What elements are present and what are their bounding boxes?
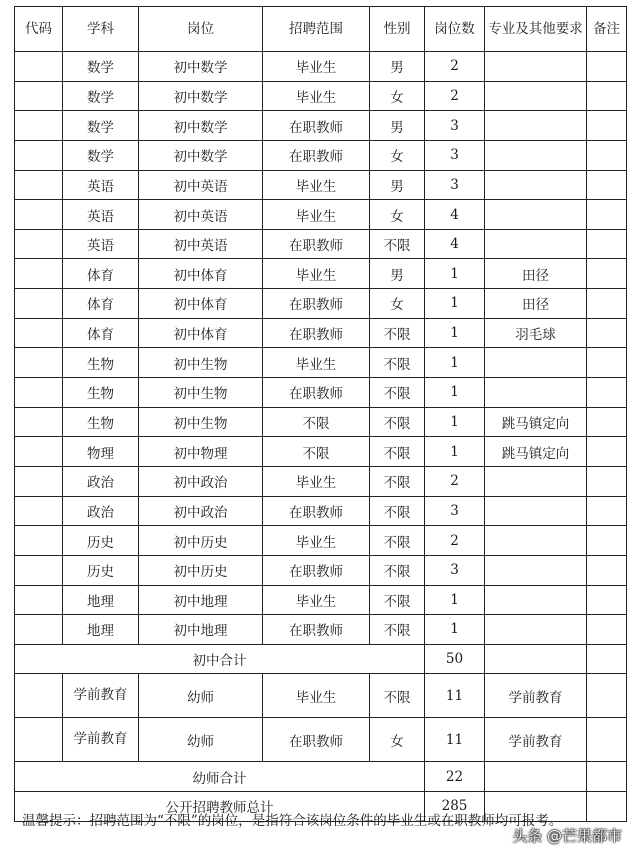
remarks-cell <box>587 289 627 319</box>
requirements-cell <box>485 52 587 82</box>
gender-cell: 不限 <box>370 585 425 615</box>
position-cell: 初中生物 <box>139 378 263 408</box>
scope-cell: 不限 <box>263 437 370 467</box>
requirements-cell <box>485 111 587 141</box>
scope-cell: 毕业生 <box>263 348 370 378</box>
header-remarks: 备注 <box>587 7 627 52</box>
remarks-cell <box>587 585 627 615</box>
requirements-cell: 田径 <box>485 259 587 289</box>
gender-cell: 不限 <box>370 407 425 437</box>
table-row <box>15 111 627 141</box>
subject-cell: 生物 <box>63 348 139 378</box>
code-cell <box>15 81 63 111</box>
count-cell: 1 <box>425 615 485 645</box>
scope-cell: 毕业生 <box>263 52 370 82</box>
scope-cell: 毕业生 <box>263 200 370 230</box>
remarks-cell <box>587 348 627 378</box>
kindergarten-total-count: 22 <box>425 762 485 792</box>
kindergarten-total-label: 幼师合计 <box>15 762 425 792</box>
remarks-cell <box>587 52 627 82</box>
table-row <box>15 170 627 200</box>
remarks-cell <box>587 526 627 556</box>
header-row <box>15 7 627 52</box>
position-cell: 初中英语 <box>139 229 263 259</box>
table-body <box>15 52 627 822</box>
count-cell: 3 <box>425 140 485 170</box>
requirements-cell: 跳马镇定向 <box>485 407 587 437</box>
subject-cell: 数学 <box>63 111 139 141</box>
remarks-cell <box>587 229 627 259</box>
code-cell <box>15 140 63 170</box>
code-cell <box>15 170 63 200</box>
position-cell: 初中政治 <box>139 466 263 496</box>
scope-cell: 毕业生 <box>263 81 370 111</box>
position-cell: 初中体育 <box>139 259 263 289</box>
requirements-cell: 跳马镇定向 <box>485 437 587 467</box>
count-cell: 3 <box>425 170 485 200</box>
gender-cell: 不限 <box>370 437 425 467</box>
count-cell: 3 <box>425 555 485 585</box>
gender-cell: 女 <box>370 289 425 319</box>
table-row <box>15 259 627 289</box>
count-cell: 1 <box>425 318 485 348</box>
scope-cell: 在职教师 <box>263 496 370 526</box>
header-position: 岗位 <box>139 7 263 52</box>
remarks-cell <box>587 407 627 437</box>
scope-cell: 毕业生 <box>263 674 370 718</box>
position-cell: 初中物理 <box>139 437 263 467</box>
remarks-cell <box>587 718 627 762</box>
gender-cell: 不限 <box>370 318 425 348</box>
table-row <box>15 555 627 585</box>
header-gender: 性别 <box>370 7 425 52</box>
code-cell <box>15 348 63 378</box>
count-cell: 1 <box>425 289 485 319</box>
code-cell <box>15 466 63 496</box>
count-cell: 2 <box>425 526 485 556</box>
requirements-cell <box>485 762 587 792</box>
requirements-cell <box>485 496 587 526</box>
scope-cell: 毕业生 <box>263 526 370 556</box>
scope-cell: 毕业生 <box>263 170 370 200</box>
table-row <box>15 348 627 378</box>
scope-cell: 在职教师 <box>263 229 370 259</box>
code-cell <box>15 378 63 408</box>
remarks-cell <box>587 111 627 141</box>
requirements-cell <box>485 466 587 496</box>
subject-cell: 学前教育 <box>63 674 139 718</box>
code-cell <box>15 615 63 645</box>
recruitment-table <box>14 6 627 822</box>
table-row <box>15 407 627 437</box>
count-cell: 1 <box>425 348 485 378</box>
scope-cell: 不限 <box>263 407 370 437</box>
gender-cell: 男 <box>370 52 425 82</box>
scope-cell: 在职教师 <box>263 555 370 585</box>
subject-cell: 政治 <box>63 466 139 496</box>
code-cell <box>15 318 63 348</box>
requirements-cell <box>485 378 587 408</box>
table-row <box>15 585 627 615</box>
remarks-cell <box>587 170 627 200</box>
count-cell: 3 <box>425 111 485 141</box>
subject-cell: 英语 <box>63 200 139 230</box>
header-requirements: 专业及其他要求 <box>485 7 587 52</box>
gender-cell: 男 <box>370 259 425 289</box>
position-cell: 初中英语 <box>139 200 263 230</box>
gender-cell: 不限 <box>370 348 425 378</box>
count-cell: 1 <box>425 437 485 467</box>
count-cell: 4 <box>425 229 485 259</box>
position-cell: 初中历史 <box>139 526 263 556</box>
scope-cell: 在职教师 <box>263 718 370 762</box>
remarks-cell <box>587 200 627 230</box>
table-row <box>15 140 627 170</box>
subject-cell: 地理 <box>63 585 139 615</box>
scope-cell: 在职教师 <box>263 378 370 408</box>
scope-cell: 毕业生 <box>263 585 370 615</box>
subject-cell: 地理 <box>63 615 139 645</box>
gender-cell: 不限 <box>370 615 425 645</box>
count-cell: 4 <box>425 200 485 230</box>
position-cell: 初中生物 <box>139 407 263 437</box>
requirements-cell <box>485 615 587 645</box>
table-row <box>15 615 627 645</box>
code-cell <box>15 229 63 259</box>
middle-total-count: 50 <box>425 644 485 674</box>
table-row <box>15 81 627 111</box>
subject-cell: 历史 <box>63 526 139 556</box>
table-row <box>15 52 627 82</box>
subject-cell: 学前教育 <box>63 718 139 762</box>
count-cell: 11 <box>425 674 485 718</box>
remarks-cell <box>587 466 627 496</box>
position-cell: 幼师 <box>139 718 263 762</box>
subject-cell: 物理 <box>63 437 139 467</box>
requirements-cell <box>485 200 587 230</box>
scope-cell: 在职教师 <box>263 615 370 645</box>
position-cell: 初中英语 <box>139 170 263 200</box>
position-cell: 初中体育 <box>139 318 263 348</box>
kindergarten-row <box>15 718 627 762</box>
remarks-cell <box>587 496 627 526</box>
position-cell: 初中地理 <box>139 585 263 615</box>
requirements-cell <box>485 81 587 111</box>
subject-cell: 英语 <box>63 170 139 200</box>
gender-cell: 不限 <box>370 466 425 496</box>
count-cell: 3 <box>425 496 485 526</box>
requirements-cell <box>485 348 587 378</box>
code-cell <box>15 200 63 230</box>
count-cell: 1 <box>425 585 485 615</box>
table-row <box>15 318 627 348</box>
position-cell: 初中历史 <box>139 555 263 585</box>
code-cell <box>15 407 63 437</box>
remarks-cell <box>587 259 627 289</box>
count-cell: 2 <box>425 52 485 82</box>
kindergarten-total-row <box>15 762 627 792</box>
position-cell: 幼师 <box>139 674 263 718</box>
header-code: 代码 <box>15 7 63 52</box>
gender-cell: 女 <box>370 140 425 170</box>
requirements-cell <box>485 140 587 170</box>
gender-cell: 不限 <box>370 555 425 585</box>
requirements-cell <box>485 585 587 615</box>
header-count: 岗位数 <box>425 7 485 52</box>
code-cell <box>15 526 63 556</box>
source-watermark: 头条 @芒果都市 <box>512 827 622 845</box>
count-cell: 1 <box>425 259 485 289</box>
requirements-cell: 学前教育 <box>485 674 587 718</box>
requirements-cell <box>485 555 587 585</box>
position-cell: 初中数学 <box>139 81 263 111</box>
gender-cell: 男 <box>370 111 425 141</box>
subject-cell: 体育 <box>63 259 139 289</box>
scope-cell: 毕业生 <box>263 466 370 496</box>
subject-cell: 体育 <box>63 318 139 348</box>
code-cell <box>15 585 63 615</box>
subject-cell: 历史 <box>63 555 139 585</box>
remarks-cell <box>587 378 627 408</box>
position-cell: 初中数学 <box>139 52 263 82</box>
subject-cell: 数学 <box>63 140 139 170</box>
position-cell: 初中数学 <box>139 140 263 170</box>
remarks-cell <box>587 140 627 170</box>
table-row <box>15 289 627 319</box>
subject-cell: 生物 <box>63 407 139 437</box>
gender-cell: 女 <box>370 200 425 230</box>
gender-cell: 不限 <box>370 496 425 526</box>
grand-total-label: 公开招聘教师总计 <box>15 792 425 822</box>
gender-cell: 不限 <box>370 378 425 408</box>
table-row <box>15 378 627 408</box>
code-cell <box>15 437 63 467</box>
count-cell: 1 <box>425 407 485 437</box>
code-cell <box>15 718 63 762</box>
subject-cell: 数学 <box>63 81 139 111</box>
code-cell <box>15 111 63 141</box>
position-cell: 初中政治 <box>139 496 263 526</box>
remarks-cell <box>587 615 627 645</box>
remarks-cell <box>587 644 627 674</box>
scope-cell: 在职教师 <box>263 289 370 319</box>
count-cell: 1 <box>425 378 485 408</box>
middle-total-row <box>15 644 627 674</box>
gender-cell: 不限 <box>370 229 425 259</box>
header-subject: 学科 <box>63 7 139 52</box>
header-scope: 招聘范围 <box>263 7 370 52</box>
position-cell: 初中数学 <box>139 111 263 141</box>
table-row <box>15 229 627 259</box>
table-row <box>15 437 627 467</box>
position-cell: 初中地理 <box>139 615 263 645</box>
subject-cell: 政治 <box>63 496 139 526</box>
middle-total-label: 初中合计 <box>15 644 425 674</box>
gender-cell: 女 <box>370 718 425 762</box>
scope-cell: 在职教师 <box>263 140 370 170</box>
scope-cell: 在职教师 <box>263 318 370 348</box>
count-cell: 2 <box>425 81 485 111</box>
code-cell <box>15 289 63 319</box>
grand-total-count: 285 <box>425 792 485 822</box>
position-cell: 初中生物 <box>139 348 263 378</box>
scope-cell: 毕业生 <box>263 259 370 289</box>
remarks-cell <box>587 674 627 718</box>
subject-cell: 生物 <box>63 378 139 408</box>
count-cell: 11 <box>425 718 485 762</box>
remarks-cell <box>587 318 627 348</box>
kindergarten-row <box>15 674 627 718</box>
remarks-cell <box>587 762 627 792</box>
subject-cell: 体育 <box>63 289 139 319</box>
code-cell <box>15 555 63 585</box>
table-row <box>15 496 627 526</box>
subject-cell: 数学 <box>63 52 139 82</box>
notice-text: 温馨提示：招聘范围为“不限”的岗位，是指符合该岗位条件的毕业生或在职教师均可报考。 <box>22 813 563 829</box>
code-cell <box>15 52 63 82</box>
gender-cell: 不限 <box>370 526 425 556</box>
remarks-cell <box>587 555 627 585</box>
count-cell: 2 <box>425 466 485 496</box>
table-row <box>15 526 627 556</box>
requirements-cell <box>485 170 587 200</box>
requirements-cell: 羽毛球 <box>485 318 587 348</box>
position-cell: 初中体育 <box>139 289 263 319</box>
table-row <box>15 200 627 230</box>
gender-cell: 不限 <box>370 674 425 718</box>
gender-cell: 女 <box>370 81 425 111</box>
requirements-cell <box>485 229 587 259</box>
remarks-cell <box>587 81 627 111</box>
scope-cell: 在职教师 <box>263 111 370 141</box>
subject-cell: 英语 <box>63 229 139 259</box>
requirements-cell <box>485 644 587 674</box>
code-cell <box>15 259 63 289</box>
code-cell <box>15 674 63 718</box>
gender-cell: 男 <box>370 170 425 200</box>
remarks-cell <box>587 437 627 467</box>
requirements-cell: 田径 <box>485 289 587 319</box>
requirements-cell: 学前教育 <box>485 718 587 762</box>
requirements-cell <box>485 526 587 556</box>
code-cell <box>15 496 63 526</box>
table-row <box>15 466 627 496</box>
